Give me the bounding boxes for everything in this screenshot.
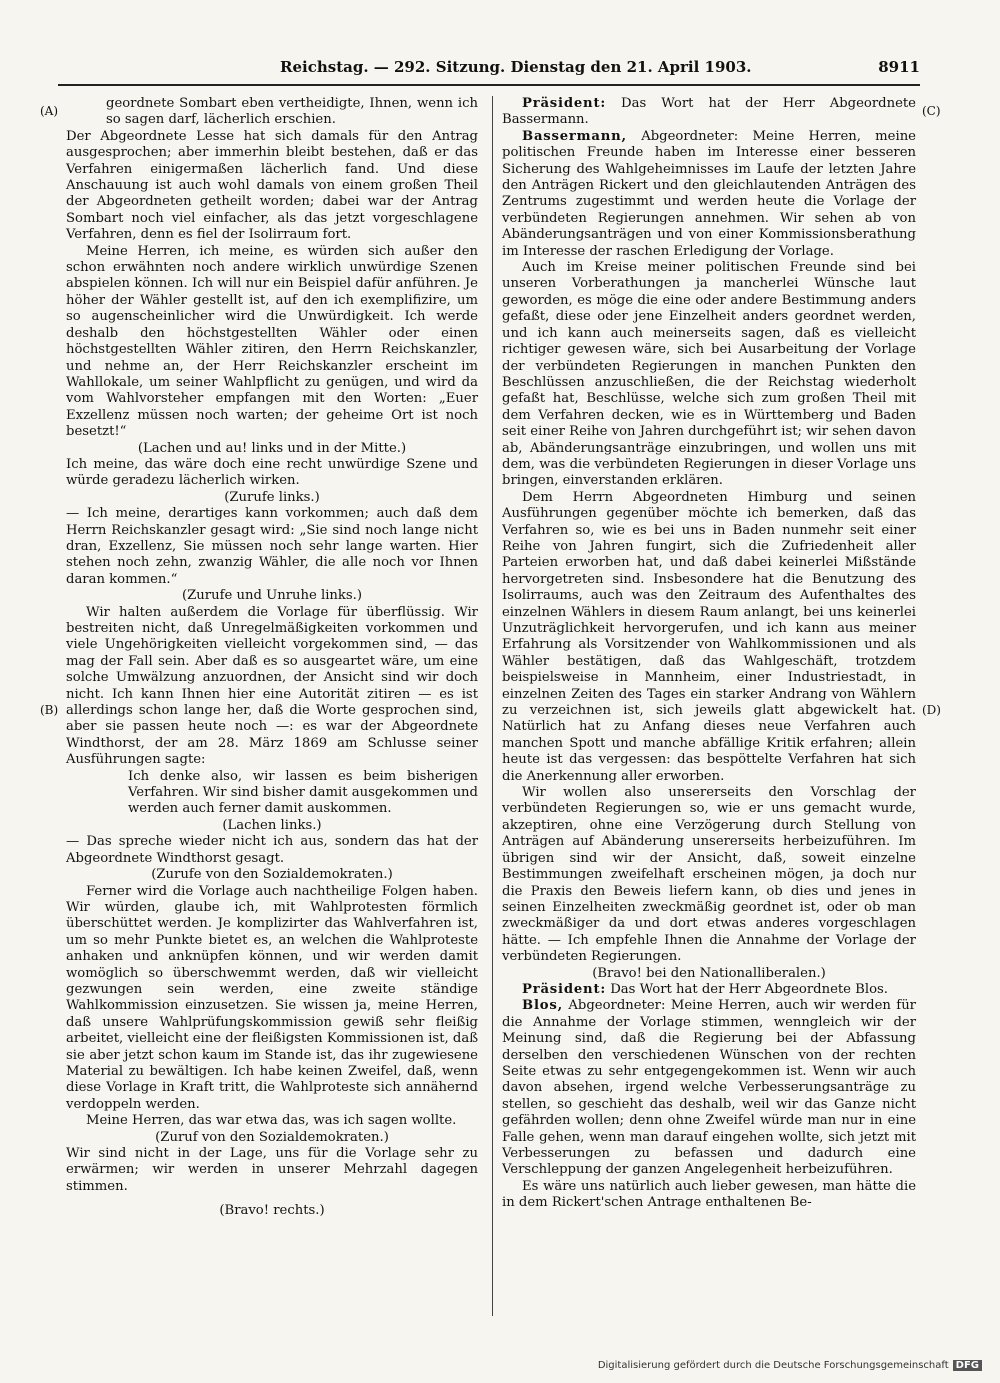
speech-paragraph — [502, 96, 916, 129]
margin-marker-b: (B) — [40, 703, 59, 717]
margin-marker-c: (C) — [922, 104, 941, 118]
interjection: (Lachen und au! links und in der Mitte.) — [137, 440, 407, 456]
paragraph: Ich meine, das wäre doch eine recht unwürdige Szene und würde geradezu lächerlich wirken. — [66, 456, 478, 489]
speech-text: Wir wollen also unsererseits den Vorschlag der verbündeten Regierungen so, wie er uns gemacht wurde, akzeptiren, ohne eine Verzögerung durch Stellung von Anträgen auf Abänderung unsererseits herbeizuführen. Im übrigen sind wir der Ansicht, daß, soweit einzelne Bestimmungen zweifelhaft erscheinen mögen, ja doch nur die Praxis den Beweis liefern kann, ob dies und jenes in seinen Einzelheiten zweckmäßig geordnet ist, oder ob man zweckmäßiger da und dort etwas anderes vorgeschlagen hätte. — Ich empfehle Ihnen die Annahme der Vorlage der verbündeten Regierungen. — [502, 785, 916, 965]
speech-paragraph — [502, 982, 916, 998]
interjection: (Zurufe von den Sozialdemokraten.) — [151, 867, 393, 883]
paragraph: Ferner wird die Vorlage auch nachtheilige Folgen haben. Wir würden, glaube ich, mit Wahlprotesten förmlich überschüttet werden. Je komplizirter das Wahlverfahren ist, um so mehr Punkte bietet es, an welchen die Wahlproteste anhaken und anknüpfen können, und wir werden damit womöglich so überschwemmt werden, daß wir vielleicht gezwungen sein werden, eine zweite ständige Wahlkommission einzusetzen. Sie wissen ja, meine Herren, daß unsere Wahlprüfungskommission gewiß sehr fleißig arbeitet, vielleicht eine der fleißigsten Kommissionen ist, daß sie aber jetzt schon kaum im Stande ist, das ihr zugewiesene Material zu bewältigen. Ich habe keinen Zweifel, daß, wenn diese Vorlage in Kraft tritt, die Wahlproteste sich annähernd verdoppeln werden. — [66, 883, 478, 1112]
paragraph: — Das spreche wieder nicht ich aus, sondern das hat der Abgeordnete Windthorst gesagt. — [66, 834, 478, 866]
speech-text: Abgeordneter: Meine Herren, auch wir werden für die Annahme der Vorlage stimmen, wenngleich wir der Meinung sind, daß die Regierung bei der Abfassung derselben den verschiedenen Wünschen von der rechten Seite etwas zu sehr entgegengekommen ist. Wenn wir auch davon absehen, irgend welche Verbesserungsanträge zu stellen, so geschieht das deshalb, weil wir das Ganze nicht gefährden wollen; denn ohne Zweifel würde man nur in eine Falle gehen, wenn man darauf eingehen wollte, sich jetzt mit Verbesserungen zu befassen und dadurch eine Verschleppung der ganzen Angelegenheit herbeizuführen. — [502, 998, 916, 1178]
margin-marker-d: (D) — [922, 703, 941, 717]
speech-paragraph — [502, 998, 916, 1178]
paragraph: Wir halten außerdem die Vorlage für überflüssig. Wir bestreiten nicht, daß Unregelmäßigkeiten vorkommen und viele Ungehörigkeiten vielleicht vorgekommen sind, — das mag der Fall sein. Aber daß es so ausgeartet wäre, um eine solche Umwälzung anzuordnen, der Ansicht sind wir doch nicht. Ich kann Ihnen hier eine Autorität zitiren — es ist allerdings schon lange her, daß die Worte gesprochen sind, aber sie passen heute noch —: es war der Abgeordnete Windthorst, der am 28. März 1869 am Schlusse seiner Ausführungen sagte: — [66, 604, 478, 768]
paragraph: — Ich meine, derartiges kann vorkommen; auch daß dem Herrn Reichskanzler gesagt wird: „Sie sind noch lange nicht dran, Exzellenz, Sie müssen noch sehr lange warten. Hier stehen noch zehn, zwanzig Wähler, die alle noch vor Ihnen daran kommen.“ — [66, 506, 478, 587]
speech-text: Auch im Kreise meiner politischen Freunde sind bei unseren Vorberathungen ja mancherlei Wünsche laut geworden, es möge die eine oder andere Bestimmung anders gefaßt, diese oder jene Einzelheit anders geordnet werden, und ich kann auch meinerseits sagen, daß es vielleicht richtiger gewesen wäre, sich bei Ausarbeitung der Vorlage der verbündeten Regierungen in manchen Punkten den Beschlüssen anzuschließen, die der Reichstag wiederholt gefaßt hat, Beschlüsse, welche sich zum großen Theil mit dem Verfahren decken, wie es in Württemberg und Baden seit einer Reihe von Jahren durchgeführt ist; wir sehen davon ab, Abänderungsanträge einzubringen, und wollen uns mit dem, was die verbündeten Regierungen in dieser Vorlage uns bringen, einverstanden erklären. — [502, 260, 916, 489]
speech-text: Es wäre uns natürlich auch lieber gewesen, man hätte die in dem Rickert'schen Antrage enthaltenen Be- — [502, 1178, 916, 1211]
header-rule — [58, 84, 920, 86]
footer-credit — [598, 1360, 982, 1371]
left-column — [66, 96, 478, 1220]
interjection: (Lachen links.) — [222, 817, 322, 833]
dfg-logo: DFG — [953, 1360, 982, 1371]
right-column — [502, 96, 916, 1212]
speech-text: Das Wort hat der Herr Abgeordnete Blos. — [606, 981, 888, 997]
page-number: 8911 — [878, 58, 920, 76]
page-header-title: Reichstag. — 292. Sitzung. Dienstag den 21. April 1903. — [280, 58, 752, 76]
speaker-name: Präsident: — [522, 981, 607, 997]
paragraph: Wir sind nicht in der Lage, uns für die Vorlage sehr zu erwärmen; wir werden in unserer Mehrzahl dagegen stimmen. — [66, 1146, 478, 1194]
column-divider — [492, 96, 493, 1316]
speech-text: Abgeordneter: Meine Herren, meine politischen Freunde haben im Interesse einer besseren Sicherung des Wahlgeheimnisses im Laufe der letzten Jahre den Anträgen Rickert und den gleichlautenden Anträgen des Zentrums zugestimmt und werden heute die Vorlage der verbündeten Regierungen annehmen. Wir sehen ab von Abänderungsanträgen und von einer Kommissionsberathung im Interesse der raschen Erledigung der Vorlage. — [502, 128, 916, 259]
speech-paragraph — [502, 129, 916, 260]
paragraph: Meine Herren, ich meine, es würden sich außer den schon erwähnten noch andere wirklich unwürdige Szenen abspielen können. Ich will nur ein Beispiel dafür anführen. Je höher der Wähler gestellt ist, auf den ich exemplifizire, um so augenscheinlicher wird die Unwürdigkeit. Ich werde deshalb den höchstgestellten Wähler oder einen höchstgestellten Wähler zitiren, den Herrn Reichskanzler, und nehme an, der Herr Reichskanzler erscheint im Wahllokale, um seiner Wahlpflicht zu genügen, und wird da vom Wahlvorsteher empfangen mit den Worten: „Euer Exzellenz müssen noch warten; der geheime Ort ist noch besetzt!“ — [66, 243, 478, 440]
page-header — [280, 58, 920, 80]
quotation: Ich denke also, wir lassen es beim bisherigen Verfahren. Wir sind bisher damit ausgekommen und werden auch ferner damit auskommen. — [128, 768, 478, 817]
paragraph: Meine Herren, das war etwa das, was ich sagen wollte. — [86, 1113, 457, 1129]
speech-paragraph — [502, 785, 916, 965]
speech-text: Dem Herrn Abgeordneten Himburg und seinen Ausführungen gegenüber möchte ich bemerken, daß das Verfahren so, wie es bei uns in Baden nunmehr seit einer Reihe von Jahren fungirt, sich die Zufriedenheit aller Parteien erworben hat, und daß dabei keinerlei Mißstände hervorgetreten sind. Insbesondere hat die Benutzung des Isolirraums, auch was den Zeitraum des Aufenthaltes des einzelnen Wählers in diesem Raum anlangt, bei uns keinerlei Unzuträglichkeit hervorgerufen, und ich kann aus meiner Erfahrung als Vorsitzender von Wahlkommissionen und als Wähler bestätigen, daß das Wahlgeschäft, trotzdem beispielsweise in Mannheim, einer Industriestadt, in einzelnen Zeiten des Tages ein starker Andrang von Wählern zu verzeichnen ist, sich jeweils glatt abgewickelt hat. Natürlich hat zu Anfang dieses neue Verfahren auch manchen Spott und manche abfällige Kritik erfahren; allein heute ist das vergessen: das bespöttelte Verfahren hat sich die Anerkennung aller erworben. — [502, 489, 916, 784]
interjection: (Zurufe und Unruhe links.) — [181, 588, 362, 604]
speech-paragraph — [502, 490, 916, 785]
speech-text: (Bravo! bei den Nationalliberalen.) — [592, 965, 826, 981]
speaker-name: Blos, — [522, 998, 563, 1014]
paragraph: Der Abgeordnete Lesse hat sich damals für den Antrag ausgesprochen; aber immerhin bleibt bestehen, daß er das Verfahren einigermaßen lächerlich fand. Und diese Anschauung ist auch wohl damals von einem großen Theil der Abgeordneten getheilt worden; dabei war der Antrag Sombart noch viel einfacher, als das jetzt vorgeschlagene Verfahren, denn es fiel der Isolirraum fort. — [66, 128, 478, 243]
speech-paragraph — [502, 260, 916, 490]
speaker-name: Bassermann, — [522, 128, 627, 144]
interjection: (Zurufe links.) — [224, 489, 320, 505]
interjection: (Zuruf von den Sozialdemokraten.) — [155, 1129, 389, 1145]
paragraph: geordnete Sombart eben vertheidigte, Ihnen, wenn ich so sagen darf, lächerlich erschien. — [106, 96, 478, 128]
interjection — [502, 966, 916, 982]
speech-paragraph — [502, 1179, 916, 1212]
speaker-name: Präsident: — [522, 96, 607, 111]
speech-text: Das Wort hat der Herr Abgeordnete Bassermann. — [502, 96, 916, 128]
interjection: (Bravo! rechts.) — [219, 1203, 325, 1219]
footer-text: Digitalisierung gefördert durch die Deutsche Forschungsgemeinschaft — [597, 1360, 949, 1371]
margin-marker-a: (A) — [40, 104, 59, 118]
